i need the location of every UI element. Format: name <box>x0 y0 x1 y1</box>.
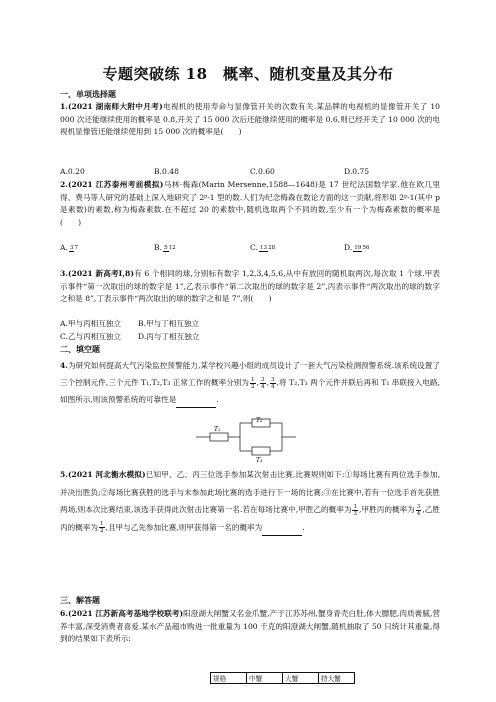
question-5: 5.(2021 河北衡水模拟)已知甲、乙、丙三位选手参加某次射击比赛,比赛规则如下:①每场比赛有两位选手参加,并决出胜负;②每场比赛获胜的选手与未参加此场比赛的选手进行下一场的比赛;③在比赛中,若有一位选手首先获胜两场,则本次比赛结束,该选手获得此次射击比赛第一名.若在每场比赛中,甲胜乙的概率为 $\frac{1}{3}$ ,甲胜丙的概率为 $\frac{3}{4}$ ,乙胜丙的概率为 $\frac{1}{2}$ ,且甲与乙先参加比赛,则甲获得第一名的概率为 . <box>60 466 440 536</box>
table-header-cell: 大蟹 <box>283 673 319 684</box>
label-t2: T₂ <box>256 417 263 424</box>
label-t3: T₃ <box>256 457 263 464</box>
q2-option-c: C. 1328 <box>250 243 276 252</box>
question-3-text: 有 6 个相同的球,分别标有数字 1,2,3,4,5,6,从中有放回的随机取两次,每次取 1 个球.甲表示事件“第一次取出的球的数字是 1”,乙表示事件“第二次取出的球的数字是 2”,丙表示事件“两次取出的球的数字之和是 8”,丁表示事件“两次取出的球的数字之和是 7”,则( ) <box>60 269 440 304</box>
q1-option-a: A.0.20 <box>60 167 85 176</box>
question-1-options <box>60 167 440 176</box>
question-4: 4.为研究如何提高大气污染监控预警能力,某学校兴趣小组的成员设计了一套大气污染检测预警系统.该系统设置了三个控制元件,三个元件 T₁,T₂,T₃ 正常工作的概率分别为 $\frac{1}{2}$ , $\frac{3}{4}$ , $\frac{3}{4}$ ,将 T₂,T₃ 两个元件并联后再和 T₁ 串联接入电路,如图所示,则该预警系统的可靠性是 . <box>60 357 440 408</box>
circuit-element-t1 <box>210 433 228 441</box>
q5-fraction-3: $\frac{1}{2}$ <box>99 521 104 535</box>
q3-option-d: D.丙与丁相互独立 <box>138 332 200 341</box>
q3-option-c: C.乙与丙相互独立 <box>60 332 122 341</box>
question-6-text: 阳澄湖大闸蟹又名金爪蟹,产于江苏苏州,蟹身青壳白肚,体大膘肥,肉质膏腻,营养丰富,深受消费者喜爱.某水产品超市购进一批重量为 100 千克的阳澄湖大闸蟹,随机抽取了 50 只统计其重量,得到的结果如下表所示: <box>60 609 440 644</box>
table-header-cell: 规格 <box>211 673 247 684</box>
question-2 <box>60 179 440 229</box>
q4-fraction-3: $\frac{3}{4}$ <box>271 376 275 390</box>
question-1-source: (2021 湖南师大附中月考) <box>67 102 163 111</box>
q4-fraction-2: $\frac{3}{4}$ <box>261 376 265 390</box>
question-1 <box>60 101 440 139</box>
label-t1: T₁ <box>214 426 221 433</box>
section-heading-3: 三、解答题 <box>60 595 100 605</box>
question-5-text-3: ,乙胜丙的概率为 <box>60 505 441 532</box>
question-5-text-2: ,甲胜丙的概率为 <box>359 505 415 515</box>
question-5-source: (2021 河北衡水模拟) <box>67 470 146 479</box>
question-2-text: 马林·梅森(Marin Mersenne,1588—1648)是 17 世纪法国数学家.他在欧几里得、费马等人研究的基础上深入地研究了 2ᵖ-1 型的数.人们为纪念梅森在数论方面的这一贡献,将形如 2ᵖ-1(其中 p 是素数)的素数,称为梅森素数.在不超过 20 的素数中,随机选取两个不同的数,至少有一个为梅森素数的概率是( ) <box>60 180 440 227</box>
question-6-source: (2021 江苏新高考基地学校联考) <box>67 609 184 618</box>
q1-option-b: B.0.48 <box>154 167 179 176</box>
q5-fraction-2: $\frac{3}{4}$ <box>416 503 421 517</box>
question-6-number: 6. <box>60 609 68 618</box>
question-5-text-4: ,且甲与乙先参加比赛,则甲获得第一名的概率为 <box>105 522 263 532</box>
q2-option-b: B. 512 <box>154 243 176 252</box>
q1-option-d: D.0.75 <box>344 167 370 176</box>
q1-option-c: C.0.60 <box>250 167 275 176</box>
circuit-diagram <box>196 415 296 464</box>
question-1-text: 电视机的使用寿命与显像管开关的次数有关.某品牌的电视机的显像管开关了 10 000 次还能继续使用的概率是 0.8,开关了 15 000 次后还能继续使用的概率是 0.6,则已经开关了 10 000 次的电视机显像管还能继续使用到 15 000 次的概率是( ) <box>60 102 440 137</box>
section-heading-2: 二、填空题 <box>60 344 100 354</box>
question-3-source: (2021 新高考Ⅰ,8) <box>67 269 134 278</box>
q3-option-a: A.甲与丙相互独立 <box>60 319 122 328</box>
table-header-cell: 中蟹 <box>247 673 283 684</box>
question-3-options-row-1 <box>60 318 199 329</box>
question-3 <box>60 268 440 306</box>
question-5-number: 5. <box>60 470 68 479</box>
question-2-source: (2021 江苏泰州考前模拟) <box>67 180 164 189</box>
question-2-number: 2. <box>60 180 68 189</box>
question-3-options-row-2 <box>60 331 199 342</box>
question-3-number: 3. <box>60 269 68 278</box>
q3-option-b: B.甲与丁相互独立 <box>138 319 200 328</box>
question-4-text-1: 为研究如何提高大气污染监控预警能力,某学校兴趣小组的成员设计了一套大气污染检测预警系统.该系统设置了三个控制元件,三个元件 T₁,T₂,T₃ 正常工作的概率分别为 <box>60 361 440 387</box>
question-5-text-1: 已知甲、乙、丙三位选手参加某次射击比赛,比赛规则如下:①每场比赛有两位选手参加,并决出胜负;②每场比赛获胜的选手与未参加此场比赛的选手进行下一场的比赛;③在比赛中,若有一位选手首先获胜两场,则本次比赛结束,该选手获得此次射击比赛第一名.若在每场比赛中,甲胜乙的概率为 <box>60 470 441 515</box>
q5-fraction-1: $\frac{1}{3}$ <box>353 503 358 517</box>
q2-option-d: D. 1956 <box>344 243 370 252</box>
question-4-number: 4. <box>60 361 68 370</box>
answer-blank-q4 <box>176 399 216 408</box>
q2-option-a: A. 37 <box>60 243 79 252</box>
question-6 <box>60 608 440 646</box>
table-row <box>211 673 355 684</box>
answer-blank-q5 <box>262 527 302 536</box>
question-4-text-2: ,将 T₂,T₃ 两个元件并联后再和 T₁ 串联接入电路,如图所示,则该预警系统的可靠性是 <box>60 378 440 404</box>
page-title: 专题突破练 18 概率、随机变量及其分布 <box>102 65 394 83</box>
question-1-number: 1. <box>60 102 68 111</box>
section-heading-1: 一、单项选择题 <box>60 89 116 99</box>
weight-table <box>210 672 355 684</box>
table-header-cell: 特大蟹 <box>319 673 355 684</box>
circuit-element-t3 <box>252 447 270 455</box>
q4-fraction-1: $\frac{1}{2}$ <box>251 376 255 390</box>
question-2-options <box>60 243 440 252</box>
